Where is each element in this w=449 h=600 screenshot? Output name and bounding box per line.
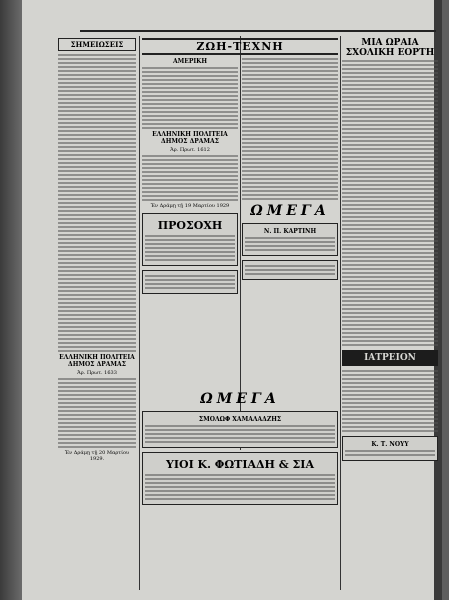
column-separator [340, 36, 341, 590]
notice-date-4: Ἐν Δράμῃ τῇ 19 Μαρτίου 1929 [150, 203, 230, 209]
headline-pascha: ΜΙΑ ΩΡΑΙΑ ΣΧΟΛΙΚΗ ΕΟΡΤΗ [345, 38, 435, 58]
book-spine-edge [0, 0, 22, 600]
prosochi-box: ΠΡΟΣΟΧΗ [142, 213, 238, 266]
ad-box-2 [142, 270, 238, 294]
ad-box-kartini: Ν. Π. ΚΑΡΤΙΝΗ [242, 223, 338, 256]
header-rule [80, 30, 436, 32]
section-heading-news: ΣΗΜΕΙΩΣΕΙΣ [58, 38, 136, 51]
omega-wide-block [142, 388, 338, 509]
omega-heading-1: ΩΜΕΓΑ [250, 203, 330, 219]
ad-box-kt: Κ. Τ. ΝΟΥΥ [342, 436, 438, 461]
column-separator [139, 36, 140, 590]
notice-heading-1: ΕΛΛΗΝΙΚΗ ΠΟΛΙΤΕΙΑ ΔΗΜΟΣ ΔΡΑΜΑΣ [59, 354, 135, 368]
notice-date-1: Ἀρ. Πρωτ. 1633 [77, 370, 117, 376]
notice-date-2: Ἐν Δράμῃ τῇ 20 Μαρτίου 1929. [64, 450, 130, 462]
banner-zoe-texni: ΖΩΗ-ΤΕΧΝΗ [142, 38, 338, 55]
column-four [342, 38, 438, 465]
section-subheading: ΑΜΕΡΙΚΗ [172, 58, 208, 65]
ad-iatreion: ΙΑΤΡΕΙΟΝ [342, 350, 438, 366]
ad-box-fotiadis: ΥΙΟΙ Κ. ΦΩΤΙΑΔΗ & ΣΙΑ [142, 452, 338, 505]
ad-box-3 [242, 260, 338, 280]
column-three [242, 56, 338, 284]
column-two [142, 56, 238, 298]
column-news [58, 38, 136, 464]
omega-heading-2: ΩΜΕΓΑ [200, 391, 280, 407]
newspaper-page [22, 0, 442, 600]
notice-date-3: Ἀρ. Πρωτ. 1612 [170, 147, 210, 153]
ad-box-khamaladzis: ΣΜΟΛΩΦ ΧΑΜΑΛΑΔΖΗΣ [142, 411, 338, 448]
notice-heading-2: ΕΛΛΗΝΙΚΗ ΠΟΛΙΤΕΙΑ ΔΗΜΟΣ ΔΡΑΜΑΣ [152, 131, 228, 145]
